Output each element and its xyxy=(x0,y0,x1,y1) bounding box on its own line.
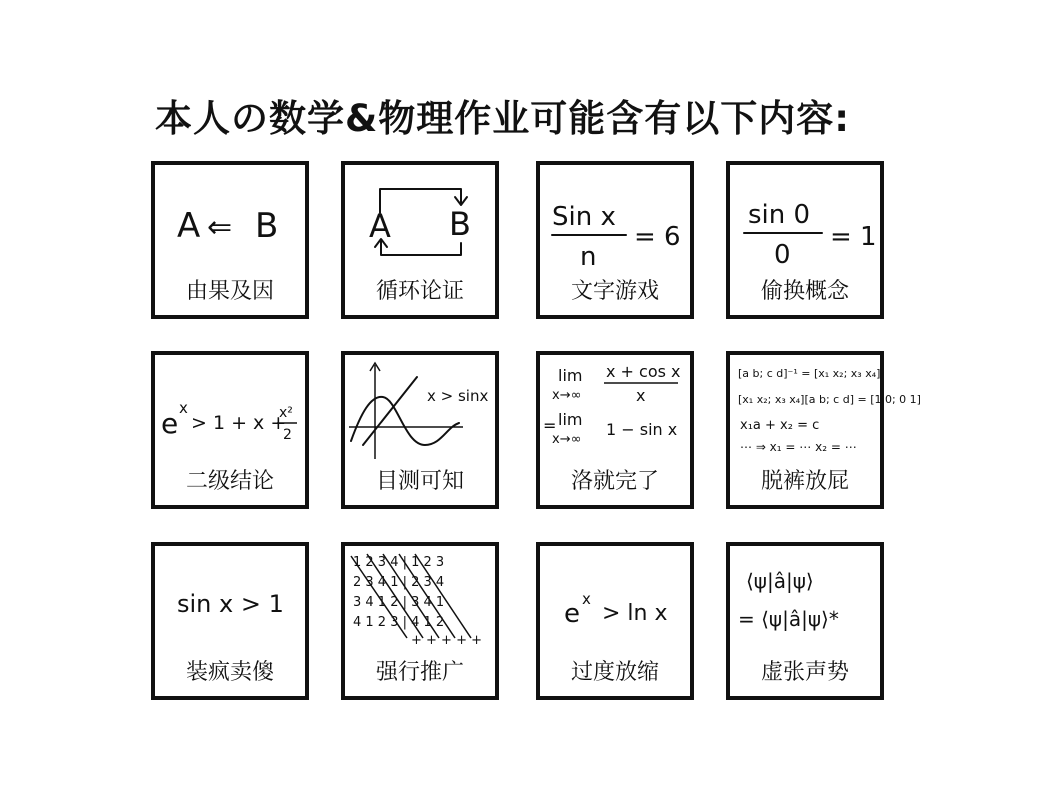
card-secondary-conclusion xyxy=(151,351,309,509)
formula-b: B xyxy=(255,206,279,246)
formula-numerator: x + cos x xyxy=(606,362,681,381)
grid-row-3: 3 4 1 2 | 3 4 1 xyxy=(353,595,445,610)
formula-expectation xyxy=(730,546,880,656)
formula-limit xyxy=(540,355,690,465)
grid-plus-row: + + + + + xyxy=(411,633,482,648)
formula-line-1: [a b; c d]⁻¹ = [x₁ x₂; x₃ x₄] xyxy=(738,367,881,380)
formula-a: A xyxy=(369,207,391,245)
formula-rhs: 1 − sin x xyxy=(606,420,678,439)
formula-b: B xyxy=(449,205,471,243)
formula-denominator: n xyxy=(580,242,597,272)
grid-row-4: 4 1 2 3 | 4 1 2 xyxy=(353,615,445,630)
formula-rhs: = 1 xyxy=(830,222,877,252)
formula-a: A xyxy=(177,206,201,246)
grid-row-2: 2 3 4 1 | 2 3 4 xyxy=(353,575,445,590)
formula-ex-gt-lnx xyxy=(540,546,690,656)
formula-line-3: x₁a + x₂ = c xyxy=(740,418,820,433)
formula-base: e xyxy=(564,599,580,629)
card-redundant-steps xyxy=(726,351,921,509)
formula-line-1: ⟨ψ|â|ψ⟩ xyxy=(746,569,814,593)
limit-2: lim xyxy=(558,410,583,429)
card-label: 目测可知 xyxy=(375,469,464,494)
card-cause-from-effect xyxy=(151,161,309,319)
card-over-scaling xyxy=(536,542,694,700)
formula-line-2: = ⟨ψ|â|ψ⟩* xyxy=(738,607,839,631)
formula-arrow: ⇐ xyxy=(207,210,233,245)
limit-2-subscript: x→∞ xyxy=(552,432,582,447)
card-label: 洛就完了 xyxy=(570,469,659,494)
card-lhopital xyxy=(536,351,694,509)
card-label: 脱裤放屁 xyxy=(760,469,849,494)
formula-line-2: [x₁ x₂; x₃ x₄][a b; c d] = [1 0; 0 1] xyxy=(738,393,921,406)
formula-graph xyxy=(345,355,495,465)
formula-sin0-over-0 xyxy=(730,165,880,275)
formula-exp-inequality xyxy=(155,355,305,465)
formula-line-4: ⋯ ⇒ x₁ = ⋯ x₂ = ⋯ xyxy=(740,440,857,454)
card-label: 虚张声势 xyxy=(760,660,849,685)
formula-exponent: x xyxy=(582,590,591,608)
formula-sinx-gt-1 xyxy=(155,546,305,656)
formula-exponent: x xyxy=(179,399,188,417)
formula-matrix xyxy=(730,355,921,465)
grid-row-1: 1 2 3 4 | 1 2 3 xyxy=(353,555,445,570)
card-forced-generalization xyxy=(341,542,499,700)
formula-denominator: x xyxy=(636,386,646,405)
card-concept-swap xyxy=(726,161,884,319)
formula-number-grid xyxy=(345,546,495,656)
card-label: 偷换概念 xyxy=(760,279,849,304)
card-label: 二级结论 xyxy=(185,469,274,494)
card-label: 由果及因 xyxy=(185,279,274,304)
card-label: 文字游戏 xyxy=(570,279,659,304)
card-circular-argument xyxy=(341,161,499,319)
formula-numerator: Sin x xyxy=(552,202,616,232)
card-label: 过度放缩 xyxy=(570,660,659,685)
formula-sinx-over-n xyxy=(540,165,690,275)
formula-text: sin x > 1 xyxy=(177,590,284,618)
card-label: 装疯卖傻 xyxy=(185,660,274,685)
formula-circular xyxy=(345,165,495,275)
formula-text: x > sinx xyxy=(427,387,489,405)
formula-equals: = xyxy=(543,416,557,435)
card-visual-estimate xyxy=(341,351,499,509)
limit-1: lim xyxy=(558,366,583,385)
formula-reverse-implication xyxy=(155,165,305,275)
limit-1-subscript: x→∞ xyxy=(552,388,582,403)
formula-base: e xyxy=(161,407,179,440)
formula-denominator: 0 xyxy=(774,240,791,270)
card-word-game xyxy=(536,161,694,319)
formula-rhs: > ln x xyxy=(602,601,668,626)
card-playing-dumb xyxy=(151,542,309,700)
formula-numerator: x² xyxy=(279,405,293,421)
card-bluffing xyxy=(726,542,884,700)
page-title: 本人の数学&物理作业可能含有以下内容: xyxy=(155,97,851,140)
formula-rhs: = 6 xyxy=(634,222,681,252)
card-label: 循环论证 xyxy=(375,279,464,304)
formula-denominator: 2 xyxy=(283,427,292,443)
card-label: 强行推广 xyxy=(375,660,464,685)
formula-numerator: sin 0 xyxy=(748,200,811,230)
formula-middle: > 1 + x + xyxy=(191,412,287,434)
